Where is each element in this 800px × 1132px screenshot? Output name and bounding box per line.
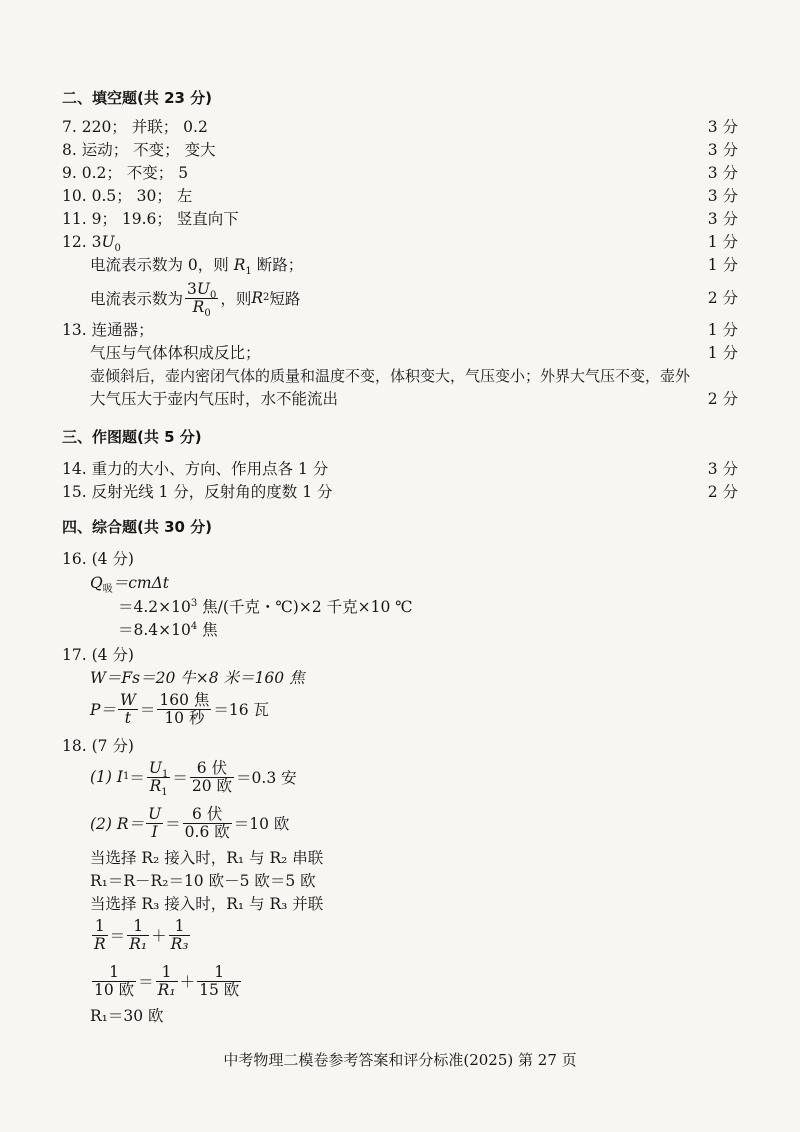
q12-l3-text-c: 短路 [269,290,301,308]
q18-e2-fraction-2 [156,964,178,999]
q12-frac-den-r: R [192,297,205,316]
q18-p2-f2-den: 0.6 欧 [184,822,230,841]
q18-p1-result: ＝0.3 安 [236,769,297,787]
score-q10: 3 分 [707,187,738,205]
answer-q18-part2 [90,802,289,844]
q12-u: U [101,233,115,251]
q18-p2-eq: ＝ [165,815,181,833]
q18-e2-fraction-1 [92,964,136,999]
q18-p1-f1-den: R [149,776,162,795]
q16-l2-b: 焦/(千克・℃)×2 千克×10 ℃ [197,598,413,616]
q17-fraction-2 [157,692,211,727]
q12-l2-sub: 1 [245,266,252,278]
q18-e2-plus: ＋ [179,973,196,991]
q12-l3-text: 电流表示数为 [90,290,184,308]
answer-q18-final: R₁＝30 欧 [90,1007,164,1025]
q12-l2-text-b: 断路； [251,256,304,274]
score-q12-c: 2 分 [707,289,738,307]
q18-e1-f2-den: R₁ [129,934,148,953]
q18-e1-fraction-3 [169,918,191,953]
score-q8: 3 分 [707,141,738,159]
q17-eq: ＝ [139,701,156,719]
answer-q12-line2 [90,255,304,278]
q18-p1-f2-num: 6 伏 [190,760,234,778]
answer-q18-equation1 [90,914,192,956]
q16-q: Q [90,574,103,592]
q18-e2-f3-den: 15 欧 [199,980,240,999]
q18-e1-eq: ＝ [109,927,126,945]
q18-p1-fraction-1 [147,758,170,798]
q18-e2-f1-den: 10 欧 [94,980,135,999]
q16-l3-a: ＝8.4×10 [118,621,191,639]
answer-q12-line1 [62,232,121,255]
q12-l2-text: 电流表示数为 0，则 [90,256,234,274]
q18-e2-f2-den: R₁ [157,980,176,999]
answer-q13-line2: 气压与气体体积成反比； [90,344,261,362]
answer-q13-line1: 13. 连通器； [62,321,154,339]
q18-p1-f1-num-sub: 1 [161,768,169,780]
q18-p1-eq-2: ＝ [172,769,188,787]
q12-l3-r: R [251,289,264,307]
q18-e1-fraction-1 [92,918,108,953]
q18-p1-fraction-2 [190,760,234,795]
q12-frac-den-sub: 0 [204,307,211,319]
q18-e2-eq: ＝ [138,973,154,991]
q17-f1-num: W [119,690,136,709]
answer-q9: 9. 0.2； 不变； 5 [62,164,189,182]
q18-p2-result: ＝10 欧 [233,815,290,833]
answer-q18-line4: R₁＝R－R₂＝10 欧－5 欧＝5 欧 [90,872,316,890]
q12-frac-num-a: 3 [187,279,197,298]
q18-e1-f1-den: R [94,934,106,953]
q18-e1-fraction-2 [127,918,149,953]
q18-p1-f2-den: 20 欧 [191,776,233,795]
q12-l3-text-b: ，则 [220,290,252,308]
score-q12-a: 1 分 [707,233,738,251]
q17-p: P＝ [90,701,116,719]
score-q12-b: 1 分 [707,256,738,274]
answer-q8: 8. 运动； 不变； 变大 [62,141,216,159]
answer-q16-line2 [118,597,413,617]
q18-p2-f2-num: 6 伏 [183,806,232,824]
section-comp-title: 四、综合题(共 30 分) [62,518,213,536]
answer-q10: 10. 0.5； 30； 左 [62,187,193,205]
answer-q18-equation2 [90,960,243,1002]
q16-l2-a: ＝4.2×10 [118,598,191,616]
answer-q18-part1: (1) I 1 ＝ $\frac{U_1}{R_1}$ ＝ $\frac{\text{6 伏}}{\text{20 欧}}$ ＝0.3 安 [90,758,297,798]
answer-q15: 15. 反射光线 1 分，反射角的度数 1 分 [62,483,333,501]
q12-u-sub: 0 [114,243,121,255]
score-q13-b: 1 分 [707,344,738,362]
q16-l3-b: 焦 [197,621,218,639]
q18-p1-f1-num: U [148,758,162,777]
q18-p1-eq: ＝ [129,769,145,787]
q18-e2-f3-num: 1 [197,964,241,982]
q18-e2-f2-num: 1 [156,964,178,982]
answer-q16-line1 [90,573,170,596]
answer-q11: 11. 9； 19.6； 竖直向下 [62,210,239,228]
score-q13-c: 2 分 [707,390,738,408]
answer-q17-line1: W＝Fs＝20 牛×8 米＝160 焦 [90,669,305,687]
answer-q12-line3: 电流表示数为 $\frac{3U_0}{R_0}$ ，则 R 2 短路 [90,279,301,319]
q18-e1-f3-num: 1 [169,918,191,936]
q17-f2-num: 160 焦 [159,690,210,709]
q12-num: 12. 3 [62,233,102,251]
answer-q16-head: 16. (4 分) [62,550,134,568]
q18-p2-fraction-2 [183,806,232,841]
q17-f1-den: t [124,708,132,727]
q18-e1-f3-den: R₃ [170,934,189,953]
q16-l3-sup: 4 [190,620,198,632]
q17-fraction-1 [118,692,138,727]
answer-q14: 14. 重力的大小、方向、作用点各 1 分 [62,460,329,478]
answer-q7: 7. 220； 并联； 0.2 [62,118,208,136]
q16-formula: ＝cmΔt [112,574,170,592]
score-q9: 3 分 [707,164,738,182]
q18-p2-fraction-1 [146,806,163,841]
answer-q17-line2 [90,688,269,730]
q16-q-sub: 吸 [102,584,113,596]
score-q15: 2 分 [707,483,738,501]
q18-e2-f1-num: 1 [92,964,136,982]
q18-e1-f2-num: 1 [127,918,149,936]
answer-q16-line3 [118,620,218,640]
q12-l2-r: R [233,256,246,274]
q18-p2-f1-den: I [151,822,158,841]
page-footer: 中考物理二模卷参考答案和评分标准(2025) 第 27 页 [223,1051,577,1069]
answer-q13-line4: 大气压大于壶内气压时，水不能流出 [90,390,339,408]
q18-p2-label: (2) R＝ [90,815,145,833]
q12-frac-num-sub: 0 [209,289,217,301]
answer-q18-line3: 当选择 R₂ 接入时，R₁ 与 R₂ 串联 [90,849,324,867]
q18-p1-f1-den-sub: 1 [161,786,168,798]
q18-p2-f1-num: U [148,804,162,823]
q18-e2-fraction-3 [197,964,241,999]
answer-q17-head: 17. (4 分) [62,646,134,664]
score-q13-a: 1 分 [707,321,738,339]
q12-fraction [185,279,218,319]
score-q7: 3 分 [707,118,738,136]
score-q14: 3 分 [707,460,738,478]
q17-f2-den: 10 秒 [164,708,205,727]
section-draw-title: 三、作图题(共 5 分) [62,428,202,446]
section-fill-title: 二、填空题(共 23 分) [62,89,213,107]
answer-q18-line5: 当选择 R₃ 接入时，R₁ 与 R₃ 并联 [90,895,324,913]
q18-e1-f1-num: 1 [92,918,108,936]
score-q11: 3 分 [707,210,738,228]
q12-frac-num-u: U [196,279,210,298]
answer-q13-line3: 壶倾斜后，壶内密闭气体的质量和温度不变，体积变大，气压变小；外界大气压不变，壶外 [90,367,691,385]
answer-q18-head: 18. (7 分) [62,737,134,755]
q17-result: ＝16 瓦 [213,701,270,719]
q18-e1-plus: ＋ [151,927,167,945]
q18-p1-label: (1) I [90,768,124,786]
q16-l2-sup: 3 [190,597,198,609]
